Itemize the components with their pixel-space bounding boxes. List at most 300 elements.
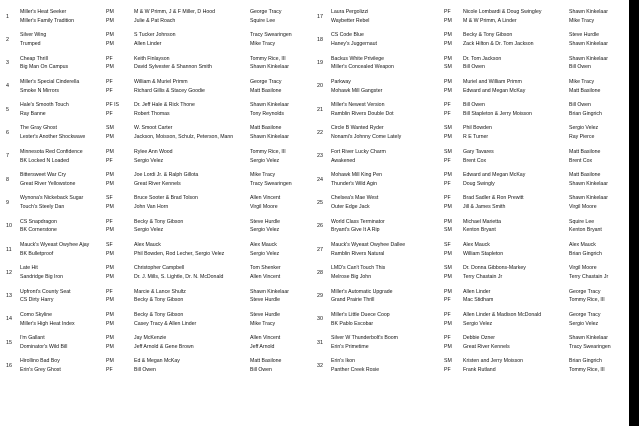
handler-name: Mike Tracy (250, 172, 276, 179)
dog-name: Smoke N Mirrors (20, 87, 59, 94)
dog-name: Late Hit (20, 265, 38, 272)
handler-name: Matt Basilone (569, 172, 601, 179)
owner-name: Brent Cox (463, 157, 487, 164)
brace-number: 6 (6, 130, 9, 137)
owner-name: David Sylvester & Shannon Smith (134, 64, 212, 71)
handler-name: Tracy Swearingen (250, 32, 292, 39)
dog-class: PM (106, 134, 114, 141)
handler-name: Steve Hurdle (250, 218, 280, 225)
handler-name: Matt Basilone (569, 148, 601, 155)
dog-name: Cheap Thrill (20, 55, 48, 62)
brace-number: 14 (6, 316, 12, 323)
dog-name: Melrose Big John (331, 274, 372, 281)
dog-class: PF (106, 218, 113, 225)
handler-name: Steve Hurdle (569, 32, 599, 39)
owner-name: Edward and Megan McKay (463, 87, 526, 94)
dog-name: Wynona's Nickeback Sugar (20, 195, 84, 202)
dog-class: PF (444, 180, 451, 187)
brace-entry (315, 148, 629, 171)
dog-name: BK Cornerstone (20, 227, 57, 234)
dog-class: PM (106, 297, 114, 304)
dog-class: SM (444, 265, 452, 272)
owner-name: Bill Owen (463, 102, 485, 109)
owner-name: Alex Mauck (134, 241, 161, 248)
dog-class: PM (106, 9, 114, 15)
handler-name: Virgil Moore (250, 204, 278, 211)
owner-name: John Van Horn (134, 204, 169, 211)
owner-name: Great River Kennels (463, 343, 510, 350)
owner-name: Bruce Sooter & Brad Tolson (134, 195, 198, 202)
brace-number: 9 (6, 199, 9, 206)
handler-name: Brian Gingrich (569, 358, 602, 365)
handler-name: Virgil Moore (569, 265, 597, 272)
brace-number: 21 (317, 106, 323, 113)
dog-class: PM (444, 274, 452, 281)
owner-name: Phil Bowden, Rod Lecher, Sergio Velez (134, 250, 225, 257)
dog-name: Waybetter Rebel (331, 17, 370, 24)
dog-name: Sandridge Big Iron (20, 274, 63, 281)
dog-class: PF (106, 288, 113, 295)
brace-entry (0, 171, 314, 194)
dog-name: Dominator's Wild Bill (20, 343, 68, 350)
brace-number: 31 (317, 339, 323, 346)
handler-name: Steve Hurdle (250, 311, 280, 318)
dog-class: PF IS (106, 102, 119, 109)
dog-class: PM (444, 250, 452, 257)
brace-number: 10 (6, 223, 12, 230)
dog-name: Miller's Special Cinderella (20, 78, 80, 85)
handler-name: Shawn Kinkelaar (569, 180, 608, 187)
dog-name: Fort River Lucky Charm (331, 148, 386, 155)
handler-name: Mike Tracy (569, 78, 595, 85)
owner-name: R E Turner (463, 134, 489, 141)
owner-name: Mac Stidham (463, 297, 494, 304)
brace-entry (315, 124, 629, 147)
owner-name: William Stapleton (463, 250, 504, 257)
handler-name: Jeff Arnold (250, 343, 275, 350)
handler-name: Alex Mauck (250, 241, 277, 248)
dog-class: PM (106, 227, 114, 234)
handler-name: George Tracy (569, 288, 601, 295)
dog-class: PF (444, 335, 451, 342)
brace-entry (315, 311, 629, 334)
owner-name: Becky & Tony Gibson (463, 32, 513, 39)
owner-name: Christopher Campbell (134, 265, 185, 272)
handler-name: Sergio Velez (250, 250, 280, 257)
dog-class: PM (444, 288, 452, 295)
brace-entry (0, 124, 314, 147)
dog-class: PM (106, 180, 114, 187)
dog-class: PF (444, 195, 451, 202)
brace-entry (315, 264, 629, 287)
handler-name: Sergio Velez (250, 157, 280, 164)
owner-name: S Tucker Johnson (134, 32, 176, 39)
owner-name: Dr. J. Mills, S. Lightle, Dr. N. McDonald (134, 274, 224, 281)
owner-name: Joe Lordi Jr. & Ralph Gillota (134, 172, 199, 179)
handler-name: Shawn Kinkelaar (250, 288, 289, 295)
dog-name: Big Man On Campus (20, 64, 69, 71)
handler-name: Tom Shenker (250, 265, 281, 272)
dog-class: PF (106, 157, 113, 164)
dog-name: Erin's Ikon (331, 358, 356, 365)
dog-class: PM (444, 172, 452, 179)
dog-class: PF (106, 55, 113, 62)
handler-name: Mike Tracy (250, 41, 276, 48)
brace-number: 12 (6, 269, 12, 276)
handler-name: Matt Basilone (250, 125, 282, 132)
draw-column-right (315, 8, 629, 381)
dog-class: PM (106, 64, 114, 71)
brace-number: 1 (6, 13, 9, 20)
handler-name: Tracy Swearingen (569, 343, 611, 350)
dog-class: PM (106, 148, 114, 155)
handler-name: Brian Gingrich (569, 250, 602, 257)
owner-name: Debbie Ozner (463, 335, 496, 342)
dog-class: PM (106, 343, 114, 350)
owner-name: Phil Bowden (463, 125, 492, 132)
handler-name: George Tracy (250, 78, 282, 85)
dog-name: Touch's Steely Dan (20, 204, 65, 211)
dog-name: Erin's Grey Ghost (20, 367, 61, 374)
brace-number: 13 (6, 293, 12, 300)
brace-entry (315, 55, 629, 78)
dog-class: PM (106, 320, 114, 327)
dog-name: Panther Creek Rosie (331, 367, 380, 374)
dog-name: Hirollino Bad Boy (20, 358, 60, 365)
dog-name: Miller's Little Duece Coop (331, 311, 390, 318)
dog-name: Awakened (331, 157, 356, 164)
dog-name: Upfront's County Seat (20, 288, 71, 295)
brace-entry (0, 31, 314, 54)
dog-class: PF (444, 297, 451, 304)
dog-name: Lester's Another Shockwave (20, 134, 86, 141)
dog-name: Silver Wing (20, 32, 47, 39)
owner-name: Julie & Pat Roach (134, 17, 176, 24)
dog-name: Miller's Concealed Weapon (331, 64, 394, 71)
owner-name: Kristen and Jerry Moisson (463, 358, 523, 365)
brace-entry (315, 31, 629, 54)
handler-name: George Tracy (569, 311, 601, 318)
dog-class: PM (106, 32, 114, 39)
dog-name: The Gray Ghost (20, 125, 57, 132)
brace-entry (315, 288, 629, 311)
brace-number: 26 (317, 223, 323, 230)
dog-class: PF (106, 87, 113, 94)
dog-class: PM (444, 78, 452, 85)
dog-class: SM (444, 227, 452, 234)
dog-class: SF (106, 195, 113, 202)
brace-entry (0, 218, 314, 241)
handler-name: Sergio Velez (569, 125, 599, 132)
brace-number: 24 (317, 176, 323, 183)
brace-number: 11 (6, 246, 12, 253)
brace-entry (0, 148, 314, 171)
brace-entry (0, 264, 314, 287)
dog-name: CS Code Blue (331, 32, 364, 39)
dog-name: Miller's Automatic Upgrade (331, 288, 393, 295)
handler-name: Shawn Kinkelaar (569, 55, 608, 62)
handler-name: Sergio Velez (569, 320, 599, 327)
dog-class: PM (106, 204, 114, 211)
brace-entry (0, 78, 314, 101)
handler-name: George Tracy (250, 9, 282, 15)
owner-name: Bill Stapleton & Jerry Moisson (463, 110, 532, 117)
dog-class: SF (106, 241, 113, 248)
brace-entry (0, 288, 314, 311)
dog-name: Ramblin Rivers Double Dot (331, 110, 394, 117)
owner-name: Allen Linder (463, 288, 491, 295)
dog-name: Hale's Smooth Touch (20, 102, 69, 109)
brace-number: 23 (317, 153, 323, 160)
owner-name: Edward and Megan McKay (463, 172, 526, 179)
dog-class: PF (106, 78, 113, 85)
dog-class: PM (444, 134, 452, 141)
handler-name: Terry Chastain Jr (569, 274, 609, 281)
brace-entry (315, 78, 629, 101)
handler-name: Matt Basilone (250, 87, 282, 94)
owner-name: Nicole Lombardi & Doug Swingley (463, 9, 542, 15)
draw-column-left (0, 8, 314, 381)
owner-name: M & W Primm, J & F Miller, D Hood (134, 9, 215, 15)
dog-class: PF (106, 110, 113, 117)
brace-entry (0, 101, 314, 124)
handler-name: Tommy Rice, III (250, 55, 286, 62)
handler-name: Shawn Kinkelaar (250, 102, 289, 109)
brace-number: 27 (317, 246, 323, 253)
dog-name: World Class Terminator (331, 218, 385, 225)
brace-number: 18 (317, 36, 323, 43)
dog-class: PF (444, 9, 451, 15)
dog-name: Trumped (20, 41, 41, 48)
owner-name: Dr. Tom Jackson (463, 55, 502, 62)
dog-class: SM (444, 64, 452, 71)
brace-number: 15 (6, 339, 12, 346)
handler-name: Mike Tracy (250, 320, 276, 327)
dog-name: Mauck's Wyeast Owyhee Ajay (20, 241, 90, 248)
dog-name: Mohawk Mill King Pen (331, 172, 383, 179)
handler-name: Shawn Kinkelaar (569, 335, 608, 342)
brace-entry (315, 101, 629, 124)
brace-entry (0, 194, 314, 217)
brace-number: 5 (6, 106, 9, 113)
owner-name: Becky & Tony Gibson (134, 311, 184, 318)
owner-name: Michael Marietta (463, 218, 502, 225)
brace-entry (0, 334, 314, 357)
dog-class: PM (106, 172, 114, 179)
handler-name: Bill Owen (250, 367, 272, 374)
dog-class: PF (444, 367, 451, 374)
brace-number: 8 (6, 176, 9, 183)
owner-name: Jackson, Moisson, Schulz, Peterson, Mann (134, 134, 234, 141)
handler-name: Ray Pierce (569, 134, 595, 141)
owner-name: M & W Primm, A Linder (463, 17, 517, 24)
dog-class: PF (106, 367, 113, 374)
handler-name: Squire Lee (569, 218, 595, 225)
brace-number: 3 (6, 60, 9, 67)
dog-class: PM (444, 218, 452, 225)
dog-name: Miller's Newest Version (331, 102, 385, 109)
owner-name: Doug Swingly (463, 180, 495, 187)
brace-entry (315, 241, 629, 264)
dog-name: Grand Prairie Thrill (331, 297, 375, 304)
handler-name: Brian Gingrich (569, 110, 602, 117)
dog-name: Miller's Heat Seeker (20, 9, 67, 15)
dog-name: Thunder's Wild Agin (331, 180, 377, 187)
handler-name: Allen Vincent (250, 274, 281, 281)
brace-entry (315, 218, 629, 241)
handler-name: Shawn Kinkelaar (250, 134, 289, 141)
dog-name: Minnesota Red Confidence (20, 148, 83, 155)
handler-name: Shawn Kinkelaar (569, 195, 608, 202)
brace-entry (315, 8, 629, 31)
owner-name: Frank Rutland (463, 367, 496, 374)
owner-name: Jay McKenzie (134, 335, 167, 342)
owner-name: Ed & Megan McKay (134, 358, 180, 365)
dog-class: PM (444, 343, 452, 350)
brace-number: 29 (317, 293, 323, 300)
handler-name: Brent Cox (569, 157, 593, 164)
owner-name: Jeff Arnold & Gene Brown (134, 343, 194, 350)
brace-number: 7 (6, 153, 9, 160)
dog-name: Silver W Thunderbolt's Boom (331, 335, 398, 342)
dog-class: PF (444, 110, 451, 117)
dog-name: Ray Banne (20, 110, 46, 117)
dog-name: Great River Yellowstone (20, 180, 76, 187)
handler-name: Mike Tracy (569, 17, 595, 24)
dog-name: BK Pablo Escobar (331, 320, 374, 327)
dog-name: BK Locked N Loaded (20, 157, 70, 164)
dog-name: Mauck's Wyeast Owyhee Dallee (331, 241, 406, 248)
owner-name: Allen Linder & Madison McDonald (463, 311, 542, 318)
brace-number: 22 (317, 130, 323, 137)
handler-name: Shawn Kinkelaar (569, 41, 608, 48)
owner-name: W. Smoot Carter (134, 125, 173, 132)
brace-entry (315, 194, 629, 217)
dog-class: SM (106, 125, 114, 132)
owner-name: Allen Linder (134, 41, 162, 48)
handler-name: Squire Lee (250, 17, 276, 24)
brace-number: 20 (317, 83, 323, 90)
owner-name: Becky & Tony Gibson (134, 297, 184, 304)
owner-name: Bill Owen (463, 64, 485, 71)
owner-name: Dr. Jeff Hale & Rick Thone (134, 102, 195, 109)
brace-number: 30 (317, 316, 323, 323)
dog-name: Backus White Privilege (331, 55, 385, 62)
owner-name: Sergio Velez (134, 157, 164, 164)
dog-name: Laura Pergolizzi (331, 9, 369, 15)
owner-name: William & Muriel Primm (134, 78, 188, 85)
dog-name: Circle B Wanted Ryder (331, 125, 384, 132)
handler-name: Matt Basilone (250, 358, 282, 365)
handler-name: Tommy Rice, III (250, 148, 286, 155)
handler-name: Sergio Velez (250, 227, 280, 234)
brace-entry (0, 357, 314, 380)
dog-class: SM (444, 148, 452, 155)
owner-name: Bill Owen (134, 367, 156, 374)
owner-name: Kenton Bryant (463, 227, 496, 234)
handler-name: Allen Vincent (250, 335, 281, 342)
owner-name: Alex Mauck (463, 241, 490, 248)
dog-name: Chelsea's Mae West (331, 195, 379, 202)
owner-name: Brad Sadler & Ron Prewitt (463, 195, 524, 202)
dog-class: PM (106, 335, 114, 342)
dog-name: BK Bulletproof (20, 250, 54, 257)
brace-number: 2 (6, 36, 9, 43)
dog-name: Nonami's Johnny Come Lately (331, 134, 402, 141)
dog-class: PM (444, 55, 452, 62)
brace-entry (0, 311, 314, 334)
dog-name: Parkway (331, 78, 351, 85)
owner-name: Great River Kennels (134, 180, 181, 187)
dog-name: Ramblin Rivers Natural (331, 250, 385, 257)
brace-number: 28 (317, 269, 323, 276)
owner-name: Robert Thomas (134, 110, 170, 117)
dog-name: Como Skyline (20, 311, 53, 318)
owner-name: Richard Gillis & Stacey Goodie (134, 87, 205, 94)
dog-class: SM (444, 358, 452, 365)
owner-name: Casey Tracy & Allen Linder (134, 320, 197, 327)
handler-name: Tommy Rice, III (569, 297, 605, 304)
handler-name: Kenton Bryant (569, 227, 602, 234)
handler-name: Virgil Moore (569, 204, 597, 211)
dog-class: PF (444, 102, 451, 109)
handler-name: Alex Mauck (569, 241, 596, 248)
owner-name: Muriel and William Primm (463, 78, 522, 85)
brace-entry (315, 357, 629, 380)
dog-name: Outer Edge Jack (331, 204, 370, 211)
brace-number: 32 (317, 363, 323, 370)
dog-class: SF (444, 241, 451, 248)
brace-number: 4 (6, 83, 9, 90)
dog-class: PM (106, 358, 114, 365)
handler-name: Bill Owen (569, 64, 591, 71)
handler-name: Steve Hurdle (250, 297, 280, 304)
owner-name: Zack Hilton & Dr. Tom Jackson (463, 41, 534, 48)
brace-entry (0, 8, 314, 31)
dog-class: PF (444, 157, 451, 164)
dog-name: Bryant's Give It A Rip (331, 227, 380, 234)
handler-name: Matt Basilone (569, 87, 601, 94)
brace-entry (0, 241, 314, 264)
owner-name: Marcie & Lance Shultz (134, 288, 186, 295)
dog-name: Bittersweet War Cry (20, 172, 66, 179)
dog-class: PM (106, 250, 114, 257)
dog-name: Miller's Family Tradition (20, 17, 75, 24)
owner-name: Sergio Velez (134, 227, 164, 234)
dog-class: PF (444, 311, 451, 318)
dog-class: PM (444, 204, 452, 211)
brace-number: 25 (317, 199, 323, 206)
brace-entry (0, 55, 314, 78)
dog-name: I'm Gallant (20, 335, 45, 342)
dog-class: SM (444, 125, 452, 132)
owner-name: Rylee Ann Wood (134, 148, 173, 155)
owner-name: Keith Finlayson (134, 55, 170, 62)
dog-name: Erin's Primetime (331, 343, 369, 350)
dog-name: CS Dirty Harry (20, 297, 54, 304)
handler-name: Shawn Kinkelaar (569, 9, 608, 15)
handler-name: Tony Reynolds (250, 110, 285, 117)
handler-name: Bill Owen (569, 102, 591, 109)
owner-name: Dr. Donna Gibbons-Markey (463, 265, 526, 272)
dog-name: Haney's Juggernaut (331, 41, 377, 48)
dog-name: CS Snapdragon (20, 218, 57, 225)
owner-name: Gary Tavares (463, 148, 494, 155)
brace-entry (315, 334, 629, 357)
dog-class: PM (444, 17, 452, 24)
handler-name: Shawn Kinkelaar (250, 64, 289, 71)
dog-class: PM (106, 311, 114, 318)
